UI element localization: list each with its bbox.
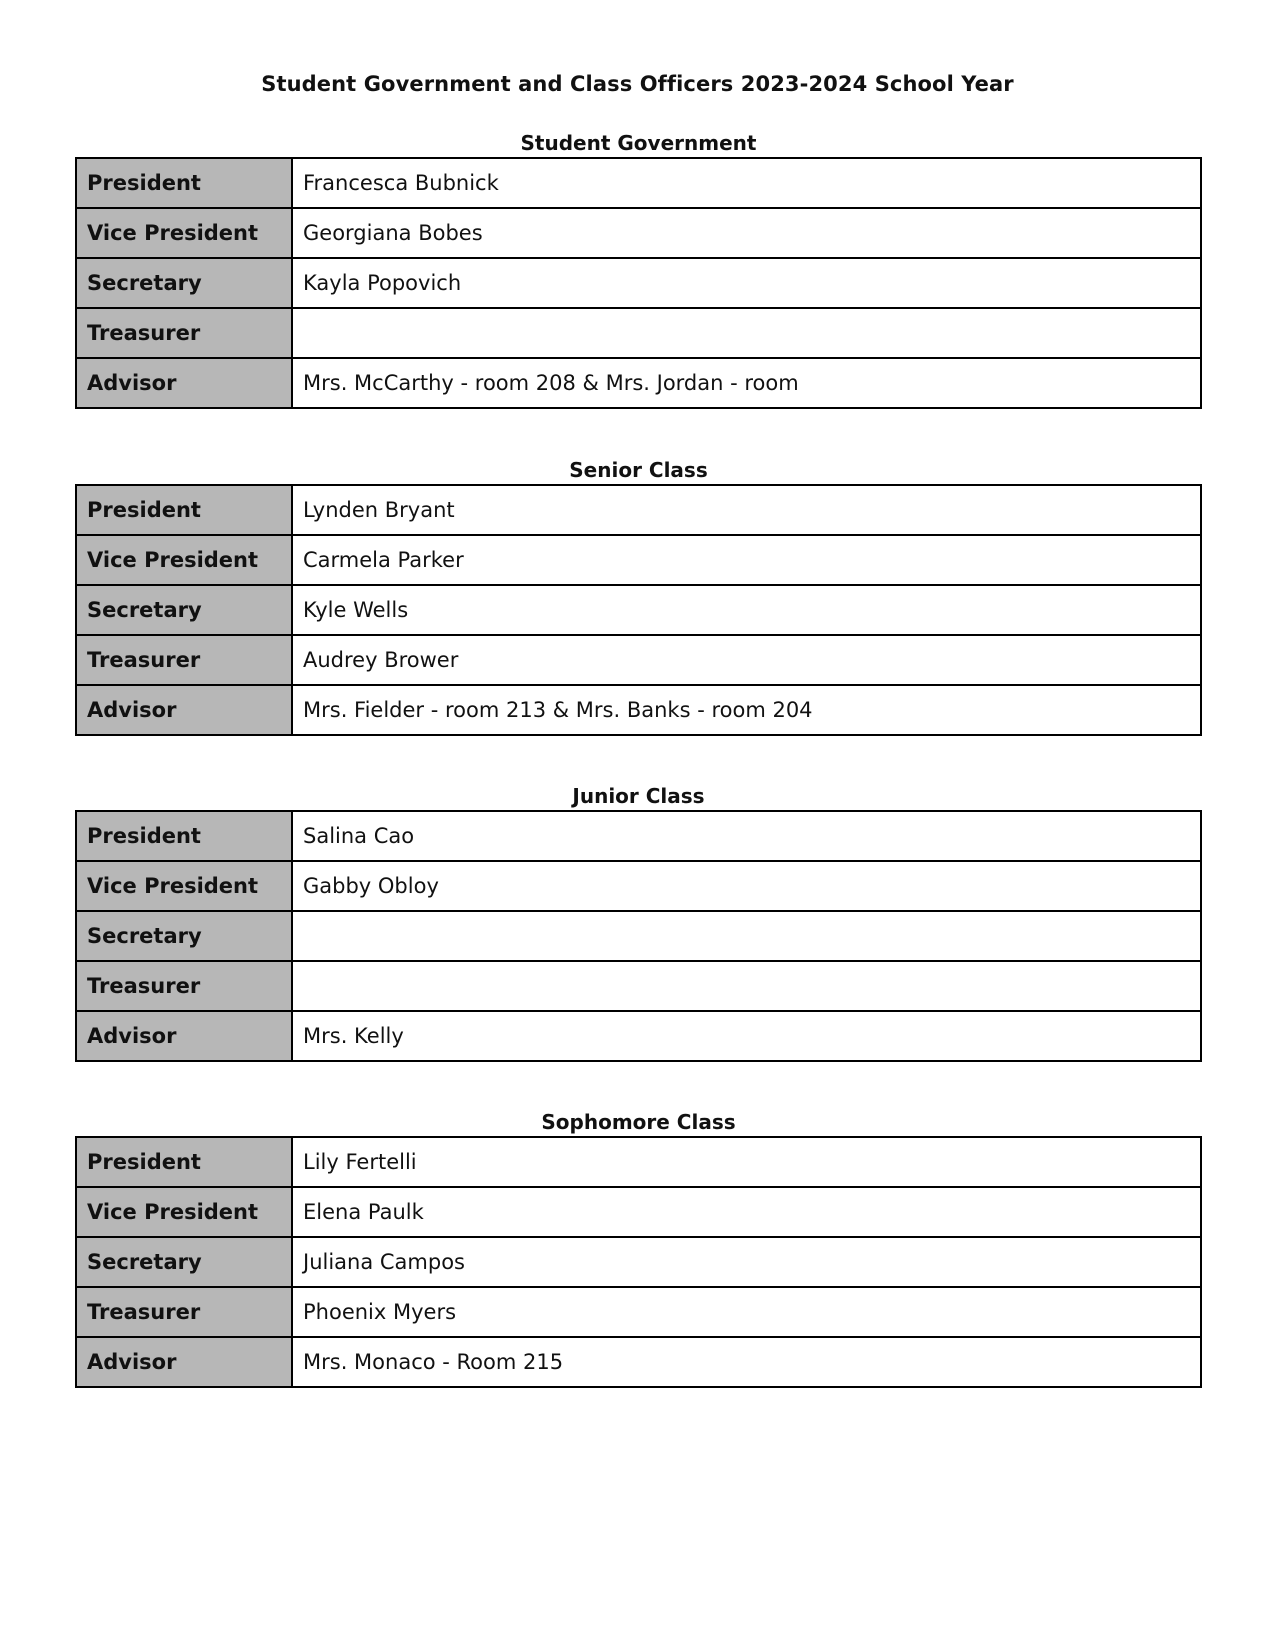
role-cell: Vice President bbox=[76, 535, 292, 585]
table-row bbox=[76, 961, 1201, 1011]
role-cell: Treasurer bbox=[76, 1287, 292, 1337]
document-title: Student Government and Class Officers 2023-2024 School Year bbox=[261, 72, 1014, 96]
table-row bbox=[76, 1287, 1201, 1337]
name-cell bbox=[292, 961, 1201, 1011]
role-cell: Treasurer bbox=[76, 961, 292, 1011]
role-cell: Advisor bbox=[76, 1337, 292, 1387]
name-cell: Mrs. Monaco - Room 215 bbox=[292, 1337, 1201, 1387]
name-cell: Gabby Obloy bbox=[292, 861, 1201, 911]
role-cell: Advisor bbox=[76, 358, 292, 408]
role-cell: Treasurer bbox=[76, 635, 292, 685]
role-cell: Secretary bbox=[76, 911, 292, 961]
table-row bbox=[76, 861, 1201, 911]
name-cell: Kyle Wells bbox=[292, 585, 1201, 635]
role-cell: Advisor bbox=[76, 685, 292, 735]
name-cell: Juliana Campos bbox=[292, 1237, 1201, 1287]
name-cell bbox=[292, 308, 1201, 358]
name-cell: Audrey Brower bbox=[292, 635, 1201, 685]
name-cell: Mrs. Kelly bbox=[292, 1011, 1201, 1061]
name-cell: Phoenix Myers bbox=[292, 1287, 1201, 1337]
officers-table bbox=[75, 1136, 1202, 1388]
name-cell: Francesca Bubnick bbox=[292, 158, 1201, 208]
table-row bbox=[76, 1011, 1201, 1061]
role-cell: President bbox=[76, 811, 292, 861]
table-row bbox=[76, 258, 1201, 308]
section-junior-class bbox=[75, 782, 1202, 1062]
section-senior-class bbox=[75, 456, 1202, 736]
section-heading: Student Government bbox=[520, 131, 757, 155]
section-heading: Junior Class bbox=[572, 784, 705, 808]
role-cell: Vice President bbox=[76, 1187, 292, 1237]
section-student-government bbox=[75, 129, 1202, 409]
table-row bbox=[76, 585, 1201, 635]
section-heading: Senior Class bbox=[569, 458, 708, 482]
table-row bbox=[76, 811, 1201, 861]
officers-table bbox=[75, 484, 1202, 736]
role-cell: Vice President bbox=[76, 861, 292, 911]
officers-table bbox=[75, 810, 1202, 1062]
name-cell: Elena Paulk bbox=[292, 1187, 1201, 1237]
table-row bbox=[76, 1187, 1201, 1237]
name-cell: Mrs. Fielder - room 213 & Mrs. Banks - room 204 bbox=[292, 685, 1201, 735]
name-cell: Lily Fertelli bbox=[292, 1137, 1201, 1187]
table-row bbox=[76, 1137, 1201, 1187]
name-cell: Kayla Popovich bbox=[292, 258, 1201, 308]
name-cell: Georgiana Bobes bbox=[292, 208, 1201, 258]
name-cell: Carmela Parker bbox=[292, 535, 1201, 585]
role-cell: Secretary bbox=[76, 258, 292, 308]
table-row bbox=[76, 635, 1201, 685]
table-row bbox=[76, 911, 1201, 961]
table-row bbox=[76, 358, 1201, 408]
role-cell: Secretary bbox=[76, 585, 292, 635]
role-cell: Vice President bbox=[76, 208, 292, 258]
officers-table bbox=[75, 157, 1202, 409]
name-cell: Mrs. McCarthy - room 208 & Mrs. Jordan - room bbox=[292, 358, 1201, 408]
role-cell: President bbox=[76, 158, 292, 208]
role-cell: Treasurer bbox=[76, 308, 292, 358]
name-cell bbox=[292, 911, 1201, 961]
table-row bbox=[76, 308, 1201, 358]
role-cell: Secretary bbox=[76, 1237, 292, 1287]
table-row bbox=[76, 1237, 1201, 1287]
role-cell: President bbox=[76, 485, 292, 535]
name-cell: Salina Cao bbox=[292, 811, 1201, 861]
table-row bbox=[76, 208, 1201, 258]
section-heading: Sophomore Class bbox=[541, 1110, 736, 1134]
table-row bbox=[76, 685, 1201, 735]
role-cell: Advisor bbox=[76, 1011, 292, 1061]
name-cell: Lynden Bryant bbox=[292, 485, 1201, 535]
section-sophomore-class bbox=[75, 1108, 1202, 1388]
table-row bbox=[76, 535, 1201, 585]
role-cell: President bbox=[76, 1137, 292, 1187]
table-row bbox=[76, 485, 1201, 535]
table-row bbox=[76, 1337, 1201, 1387]
table-row bbox=[76, 158, 1201, 208]
